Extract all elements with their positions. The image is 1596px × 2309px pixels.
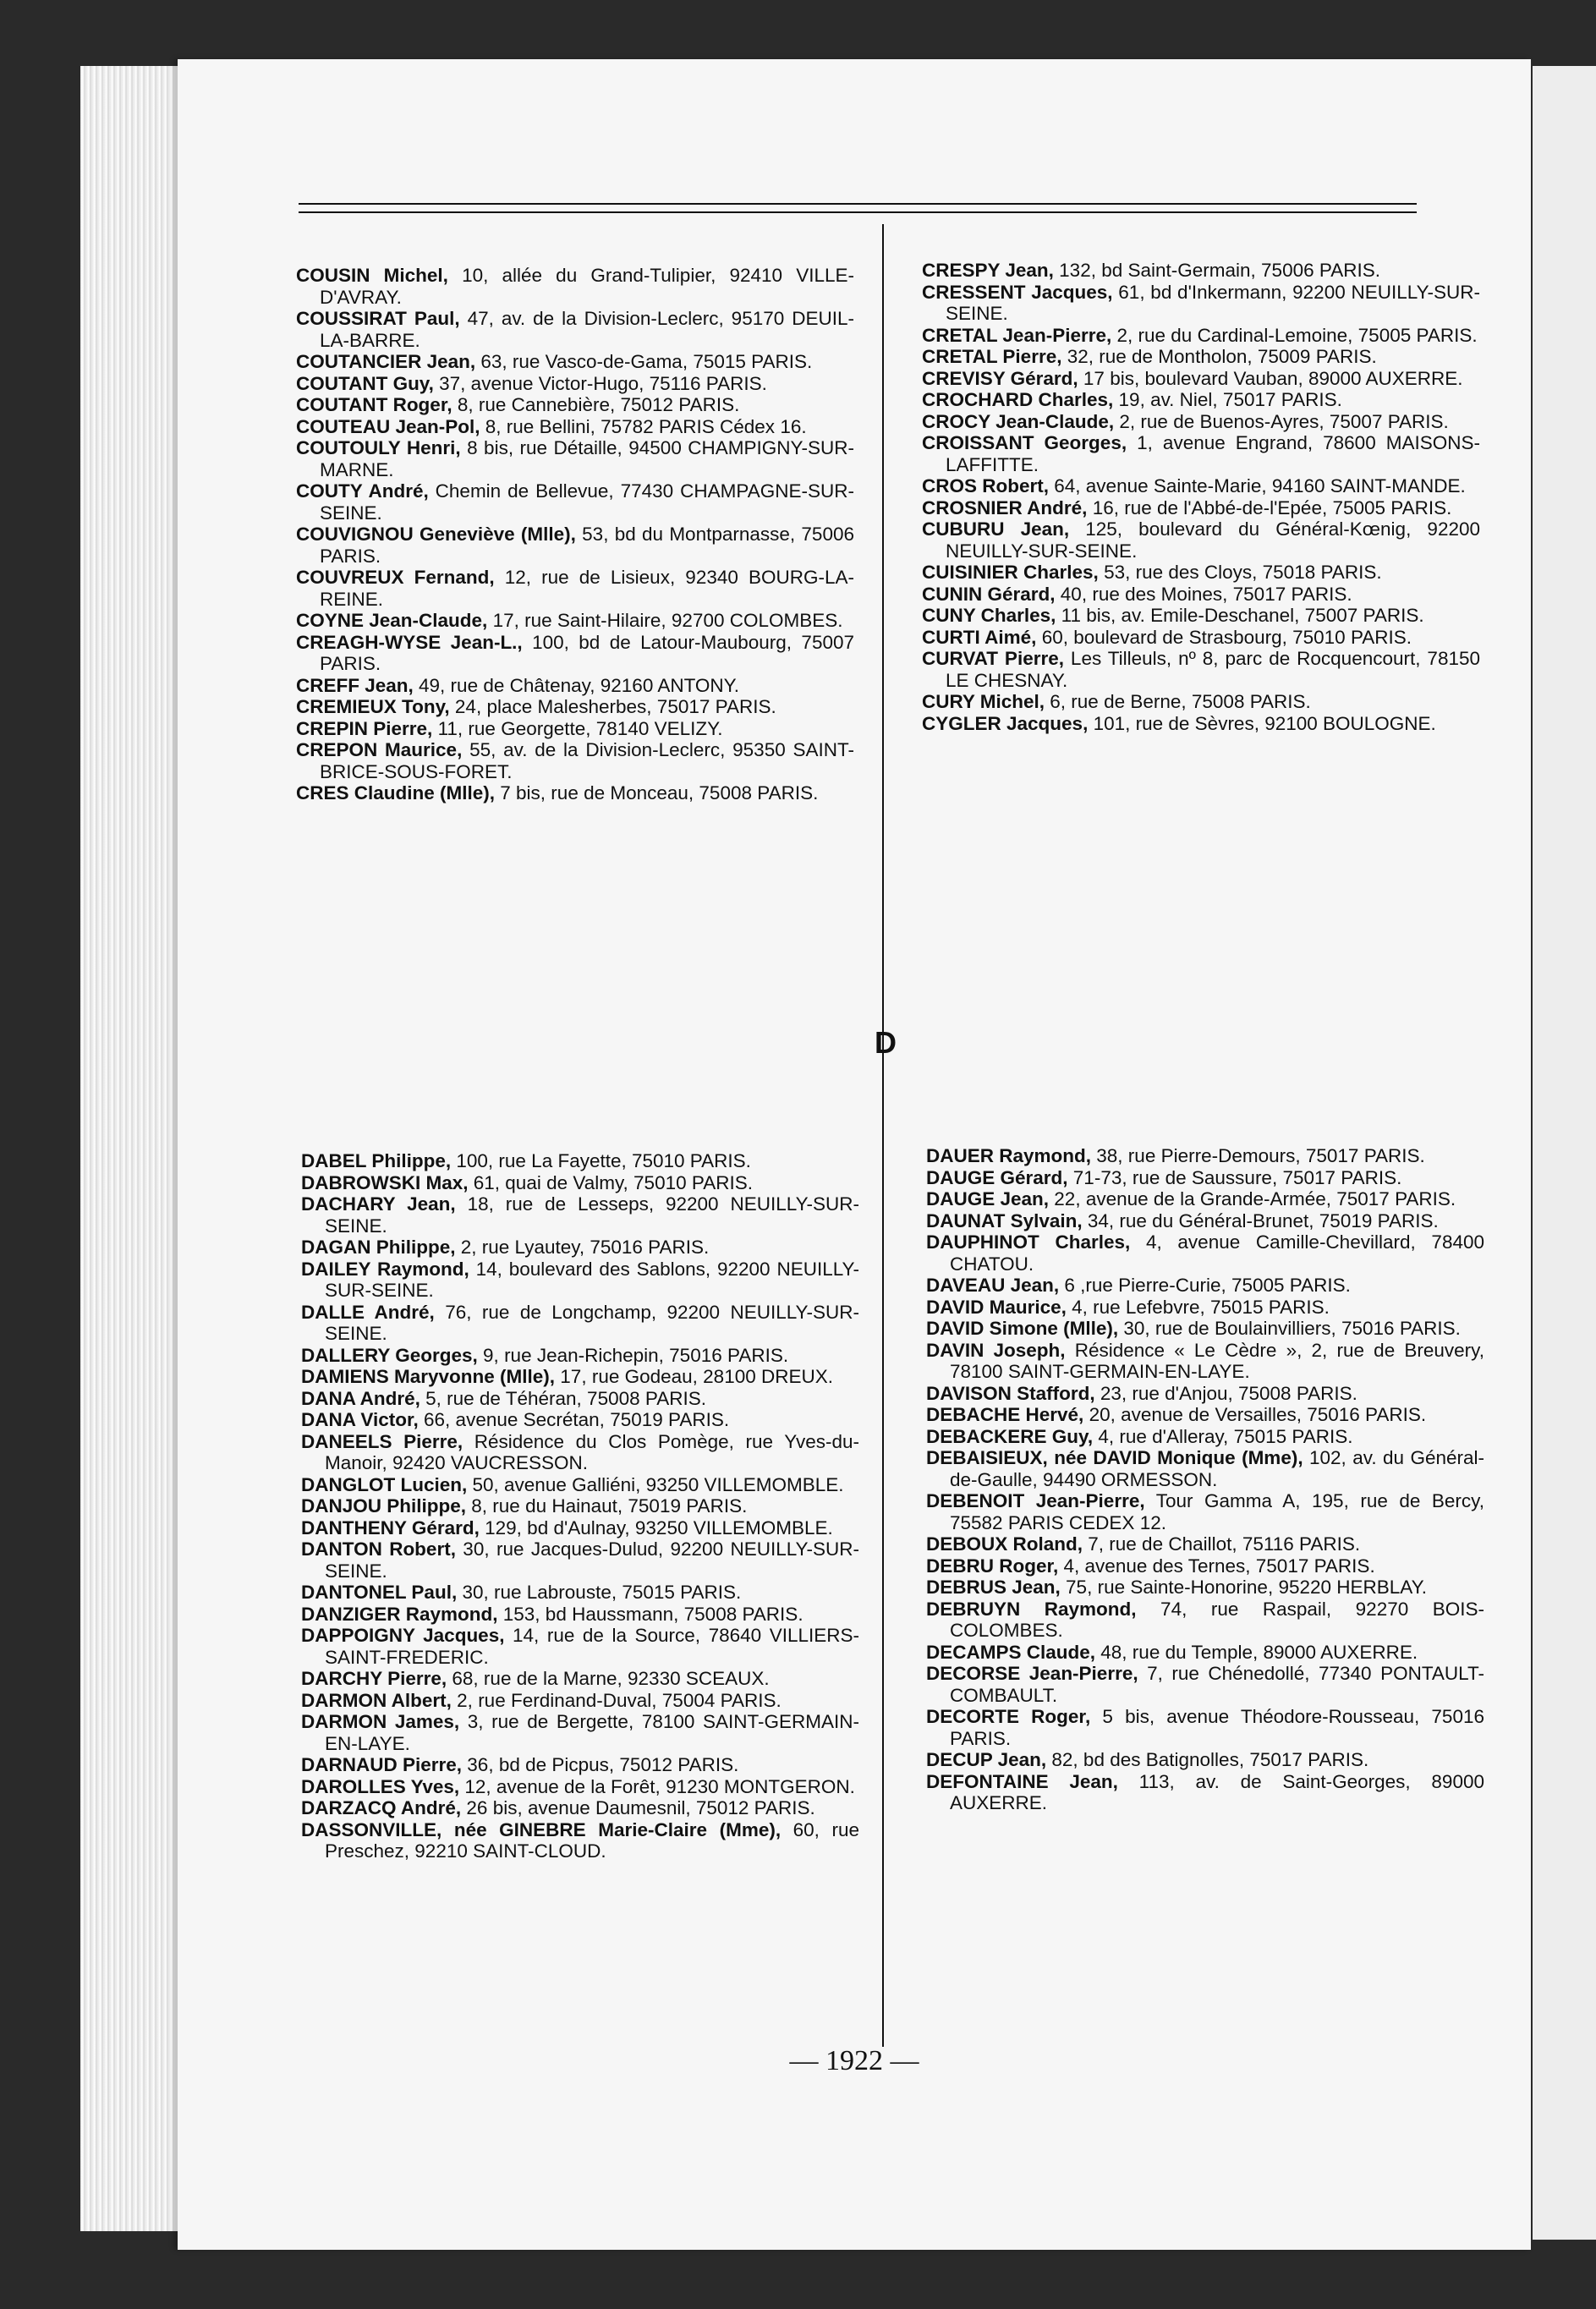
- entry-address: 63, rue Vasco-de-Gama, 75015 PARIS.: [475, 351, 813, 372]
- entry-name: DEFONTAINE Jean,: [926, 1770, 1118, 1792]
- column-left-bottom: [301, 1150, 859, 1862]
- entry-address: 129, bd d'Aulnay, 93250 VILLEMOMBLE.: [479, 1516, 833, 1538]
- entry-name: CRES Claudine (Mlle),: [296, 782, 496, 803]
- entry-name: COUTEAU Jean-Pol,: [296, 415, 480, 437]
- entry-address: Tour Gamma A, 195, rue de Bercy, 75582 PARIS CEDEX 12.: [950, 1490, 1484, 1533]
- entry-address: 11 bis, av. Emile-Deschanel, 75007 PARIS.: [1056, 605, 1424, 626]
- entry-name: CREAGH-WYSE Jean-L.,: [296, 631, 523, 653]
- entry-address: 17, rue Saint-Hilaire, 92700 COLOMBES.: [487, 610, 843, 631]
- entry-address: 47, av. de la Division-Leclerc, 95170 DEUIL-LA-BARRE.: [320, 308, 854, 351]
- entry-address: 2, rue du Cardinal-Lemoine, 75005 PARIS.: [1111, 324, 1478, 346]
- entry-name: CUNY Charles,: [922, 605, 1056, 626]
- entry-address: 7, rue Chénedollé, 77340 PONTAULT-COMBAULT.: [950, 1663, 1484, 1706]
- directory-entry: [926, 1771, 1484, 1814]
- entry-address: 53, rue des Cloys, 75018 PARIS.: [1098, 562, 1382, 583]
- directory-entry: [922, 518, 1480, 562]
- directory-entry: [296, 675, 854, 697]
- entry-address: 11, rue Georgette, 78140 VELIZY.: [432, 717, 723, 739]
- entry-name: DASSONVILLE, née GINEBRE Marie-Claire (Mme),: [301, 1818, 782, 1840]
- directory-entry: [296, 632, 854, 675]
- entry-name: CURVAT Pierre,: [922, 648, 1064, 669]
- entry-name: CRESPY Jean,: [922, 260, 1054, 281]
- directory-entry: [296, 265, 854, 308]
- entry-name: DABROWSKI Max,: [301, 1171, 469, 1193]
- directory-entry: [301, 1517, 859, 1539]
- entry-address: 2, rue Ferdinand-Duval, 75004 PARIS.: [451, 1689, 782, 1711]
- entry-address: 5, rue de Téhéran, 75008 PARIS.: [420, 1387, 706, 1409]
- entry-address: 125, boulevard du Général-Kœnig, 92200 NEUILLY-SUR-SEINE.: [946, 518, 1481, 562]
- directory-entry: [926, 1340, 1484, 1383]
- directory-page: [178, 59, 1531, 2250]
- directory-entry: [926, 1426, 1484, 1448]
- entry-name: CREMIEUX Tony,: [296, 696, 450, 717]
- entry-name: DEBOUX Roland,: [926, 1533, 1083, 1555]
- entry-address: 34, rue du Général-Brunet, 75019 PARIS.: [1082, 1209, 1439, 1231]
- entry-address: 6, rue de Berne, 75008 PARIS.: [1045, 691, 1311, 712]
- entry-address: 1, avenue Engrand, 78600 MAISONS-LAFFITTE.: [946, 432, 1481, 475]
- directory-entry: [926, 1706, 1484, 1749]
- directory-entry: [926, 1749, 1484, 1771]
- entry-name: CURTI Aimé,: [922, 626, 1037, 648]
- entry-address: 76, rue de Longchamp, 92200 NEUILLY-SUR-SEINE.: [325, 1301, 859, 1344]
- entry-name: DARMON Albert,: [301, 1689, 452, 1711]
- entry-name: DACHARY Jean,: [301, 1193, 456, 1215]
- entry-name: COUSIN Michel,: [296, 265, 448, 286]
- entry-name: DEBRUYN Raymond,: [926, 1598, 1137, 1620]
- entry-name: DARNAUD Pierre,: [301, 1754, 463, 1775]
- entry-name: CREVISY Gérard,: [922, 367, 1078, 389]
- entry-name: CROISSANT Georges,: [922, 432, 1127, 453]
- directory-entry: [296, 739, 854, 782]
- directory-entry: [926, 1555, 1484, 1577]
- entry-address: 75, rue Sainte-Honorine, 95220 HERBLAY.: [1060, 1577, 1427, 1598]
- entry-address: 32, rue de Montholon, 75009 PARIS.: [1061, 346, 1377, 367]
- entry-name: DEBACHE Hervé,: [926, 1404, 1084, 1425]
- directory-entry: [922, 691, 1480, 713]
- entry-name: CYGLER Jacques,: [922, 712, 1089, 734]
- directory-entry: [301, 1819, 859, 1862]
- entry-address: 49, rue de Châtenay, 92160 ANTONY.: [413, 674, 740, 696]
- entry-address: 2, rue de Buenos-Ayres, 75007 PARIS.: [1114, 410, 1449, 432]
- entry-name: DALLE André,: [301, 1301, 435, 1323]
- entry-address: 6 ,rue Pierre-Curie, 75005 PARIS.: [1059, 1275, 1351, 1296]
- entry-name: DANZIGER Raymond,: [301, 1603, 498, 1625]
- entry-address: 9, rue Jean-Richepin, 75016 PARIS.: [477, 1344, 789, 1366]
- entry-address: 14, rue de la Source, 78640 VILLIERS-SAINT-FREDERIC.: [325, 1625, 859, 1668]
- entry-name: CROCHARD Charles,: [922, 389, 1114, 410]
- entry-address: 10, allée du Grand-Tulipier, 92410 VILLE-D'AVRAY.: [320, 265, 854, 308]
- entry-name: CRESSENT Jacques,: [922, 281, 1113, 303]
- entry-address: 37, avenue Victor-Hugo, 75116 PARIS.: [433, 372, 767, 394]
- entry-address: 82, bd des Batignolles, 75017 PARIS.: [1046, 1749, 1369, 1770]
- directory-entry: [301, 1172, 859, 1194]
- directory-entry: [922, 389, 1480, 411]
- directory-entry: [301, 1604, 859, 1626]
- entry-address: 40, rue des Moines, 75017 PARIS.: [1055, 583, 1352, 605]
- directory-entry: [926, 1145, 1484, 1167]
- directory-entry: [922, 627, 1480, 649]
- directory-entry: [301, 1711, 859, 1754]
- directory-entry: [926, 1663, 1484, 1706]
- entry-name: CROS Robert,: [922, 475, 1050, 496]
- directory-entry: [296, 610, 854, 632]
- directory-entry: [301, 1193, 859, 1237]
- directory-entry: [301, 1388, 859, 1410]
- entry-address: Chemin de Bellevue, 77430 CHAMPAGNE-SUR-SEINE.: [320, 480, 854, 524]
- entry-name: DAVISON Stafford,: [926, 1382, 1095, 1404]
- entry-name: DAVID Simone (Mlle),: [926, 1318, 1119, 1339]
- entry-name: DAGAN Philippe,: [301, 1237, 456, 1258]
- entry-name: DEBRUS Jean,: [926, 1577, 1061, 1598]
- header-rule: [299, 203, 1417, 205]
- entry-address: 113, av. de Saint-Georges, 89000 AUXERRE.: [950, 1770, 1484, 1813]
- entry-address: 5 bis, avenue Théodore-Rousseau, 75016 PARIS.: [950, 1706, 1484, 1749]
- directory-entry: [296, 394, 854, 416]
- entry-address: 8, rue du Hainaut, 75019 PARIS.: [466, 1495, 748, 1516]
- directory-entry: [926, 1533, 1484, 1555]
- entry-name: COUSSIRAT Paul,: [296, 308, 460, 329]
- entry-address: 71-73, rue de Saussure, 75017 PARIS.: [1067, 1166, 1402, 1188]
- entry-address: 153, bd Haussmann, 75008 PARIS.: [497, 1603, 803, 1625]
- directory-entry: [926, 1642, 1484, 1664]
- entry-address: 53, bd du Montparnasse, 75006 PARIS.: [320, 524, 854, 567]
- entry-name: DANA Victor,: [301, 1409, 419, 1430]
- directory-entry: [926, 1447, 1484, 1490]
- directory-entry: [926, 1577, 1484, 1599]
- entry-address: 22, avenue de la Grande-Armée, 75017 PARIS.: [1049, 1188, 1456, 1209]
- directory-entry: [926, 1318, 1484, 1340]
- entry-address: 3, rue de Bergette, 78100 SAINT-GERMAIN-EN-LAYE.: [325, 1711, 859, 1754]
- entry-address: 7, rue de Chaillot, 75116 PARIS.: [1083, 1533, 1361, 1555]
- entry-address: 74, rue Raspail, 92270 BOIS-COLOMBES.: [950, 1598, 1485, 1641]
- entry-address: 30, rue Labrouste, 75015 PARIS.: [457, 1582, 742, 1603]
- entry-address: 17, rue Godeau, 28100 DREUX.: [555, 1366, 833, 1387]
- entry-address: 64, avenue Sainte-Marie, 94160 SAINT-MANDE.: [1049, 475, 1466, 496]
- entry-name: DANTHENY Gérard,: [301, 1516, 480, 1538]
- entry-address: 17 bis, boulevard Vauban, 89000 AUXERRE.: [1078, 367, 1463, 389]
- entry-name: DAUPHINOT Charles,: [926, 1231, 1131, 1253]
- directory-entry: [301, 1150, 859, 1172]
- entry-name: CREPON Maurice,: [296, 739, 463, 760]
- directory-entry: [922, 260, 1480, 282]
- entry-address: 30, rue de Boulainvilliers, 75016 PARIS.: [1118, 1318, 1461, 1339]
- directory-entry: [301, 1474, 859, 1496]
- directory-entry: [301, 1668, 859, 1690]
- entry-address: 20, avenue de Versailles, 75016 PARIS.: [1083, 1404, 1427, 1425]
- entry-address: 50, avenue Galliéni, 93250 VILLEMOMBLE.: [467, 1473, 844, 1495]
- entry-name: DARZACQ André,: [301, 1797, 462, 1818]
- entry-name: DAUGE Gérard,: [926, 1166, 1068, 1188]
- directory-entry: [926, 1210, 1484, 1232]
- entry-name: DAILEY Raymond,: [301, 1258, 469, 1280]
- directory-entry: [296, 416, 854, 438]
- column-left-top: [296, 265, 854, 804]
- directory-entry: [296, 480, 854, 524]
- entry-name: CROCY Jean-Claude,: [922, 410, 1115, 432]
- entry-address: 2, rue Lyautey, 75016 PARIS.: [455, 1237, 710, 1258]
- entry-name: DANJOU Philippe,: [301, 1495, 467, 1516]
- entry-address: 55, av. de la Division-Leclerc, 95350 SAINT-BRICE-SOUS-FORET.: [320, 739, 854, 782]
- entry-name: CRETAL Jean-Pierre,: [922, 324, 1112, 346]
- directory-entry: [922, 648, 1480, 691]
- entry-name: DEBAISIEUX, née DAVID Monique (Mme),: [926, 1447, 1303, 1468]
- directory-entry: [926, 1275, 1484, 1297]
- directory-entry: [922, 713, 1480, 735]
- directory-entry: [926, 1404, 1484, 1426]
- entry-name: DANEELS Pierre,: [301, 1430, 463, 1452]
- entry-name: COUTY André,: [296, 480, 429, 502]
- entry-name: DECAMPS Claude,: [926, 1641, 1096, 1663]
- entry-address: 61, bd d'Inkermann, 92200 NEUILLY-SUR-SEINE.: [946, 281, 1480, 324]
- directory-entry: [296, 567, 854, 610]
- entry-name: DECUP Jean,: [926, 1749, 1047, 1770]
- entry-name: DEBRU Roger,: [926, 1555, 1059, 1577]
- entry-name: DALLERY Georges,: [301, 1344, 478, 1366]
- entry-address: 12, rue de Lisieux, 92340 BOURG-LA-REINE.: [320, 567, 854, 610]
- entry-address: 8, rue Bellini, 75782 PARIS Cédex 16.: [480, 415, 807, 437]
- entry-name: CUISINIER Charles,: [922, 562, 1099, 583]
- directory-entry: [922, 368, 1480, 390]
- entry-address: 7 bis, rue de Monceau, 75008 PARIS.: [495, 782, 819, 803]
- entry-name: COUTANT Roger,: [296, 394, 452, 415]
- entry-name: COUVREUX Fernand,: [296, 567, 495, 588]
- entry-address: 4, avenue Camille-Chevillard, 78400 CHATOU.: [950, 1231, 1484, 1275]
- entry-address: Les Tilleuls, nº 8, parc de Rocquencourt, 78150 LE CHESNAY.: [946, 648, 1480, 691]
- entry-address: 8 bis, rue Détaille, 94500 CHAMPIGNY-SUR-MARNE.: [320, 437, 854, 480]
- page-number: — 1922 —: [789, 2045, 919, 2076]
- entry-name: COUTANCIER Jean,: [296, 351, 476, 372]
- entry-name: DAPPOIGNY Jacques,: [301, 1625, 505, 1646]
- entry-name: DAROLLES Yves,: [301, 1775, 460, 1797]
- entry-name: COUTANT Guy,: [296, 372, 434, 394]
- entry-address: 68, rue de la Marne, 92330 SCEAUX.: [447, 1668, 770, 1689]
- directory-entry: [926, 1599, 1484, 1642]
- entry-address: 60, rue Preschez, 92210 SAINT-CLOUD.: [325, 1818, 859, 1862]
- directory-entry: [926, 1188, 1484, 1210]
- entry-address: 4, rue Lefebvre, 75015 PARIS.: [1066, 1296, 1330, 1318]
- directory-entry: [926, 1231, 1484, 1275]
- entry-name: DARCHY Pierre,: [301, 1668, 447, 1689]
- entry-name: DANTON Robert,: [301, 1538, 456, 1560]
- entry-name: DANGLOT Lucien,: [301, 1473, 468, 1495]
- directory-entry: [301, 1409, 859, 1431]
- entry-name: COUVIGNOU Geneviève (Mlle),: [296, 524, 576, 545]
- entry-address: 8, rue Cannebière, 75012 PARIS.: [452, 394, 740, 415]
- entry-address: 48, rue du Temple, 89000 AUXERRE.: [1095, 1641, 1418, 1663]
- entry-address: Résidence « Le Cèdre », 2, rue de Breuvery, 78100 SAINT-GERMAIN-EN-LAYE.: [950, 1339, 1485, 1382]
- entry-address: 132, bd Saint-Germain, 75006 PARIS.: [1053, 260, 1380, 281]
- entry-name: CRETAL Pierre,: [922, 346, 1062, 367]
- directory-entry: [301, 1538, 859, 1582]
- entry-address: 102, av. du Général-de-Gaulle, 94490 ORMESSON.: [950, 1447, 1484, 1490]
- directory-entry: [301, 1754, 859, 1776]
- directory-entry: [301, 1625, 859, 1668]
- entry-address: 100, rue La Fayette, 75010 PARIS.: [451, 1150, 751, 1171]
- entry-name: COUTOULY Henri,: [296, 437, 461, 458]
- entry-name: DANA André,: [301, 1387, 420, 1409]
- directory-entry: [301, 1582, 859, 1604]
- entry-name: COYNE Jean-Claude,: [296, 610, 488, 631]
- directory-entry: [301, 1495, 859, 1517]
- directory-entry: [922, 497, 1480, 519]
- directory-entry: [301, 1797, 859, 1819]
- entry-address: 61, quai de Valmy, 75010 PARIS.: [468, 1171, 753, 1193]
- directory-entry: [301, 1237, 859, 1259]
- facing-page-edge: [1533, 66, 1596, 2240]
- entry-name: DARMON James,: [301, 1711, 460, 1732]
- directory-entry: [301, 1366, 859, 1388]
- entry-address: Résidence du Clos Pomège, rue Yves-du-Manoir, 92420 VAUCRESSON.: [325, 1430, 859, 1473]
- directory-entry: [926, 1383, 1484, 1405]
- entry-address: 14, boulevard des Sablons, 92200 NEUILLY-SUR-SEINE.: [325, 1258, 859, 1301]
- directory-entry: [922, 282, 1480, 325]
- entry-address: 100, bd de Latour-Maubourg, 75007 PARIS.: [320, 631, 854, 674]
- entry-address: 4, rue d'Alleray, 75015 PARIS.: [1093, 1425, 1353, 1447]
- directory-entry: [296, 437, 854, 480]
- directory-entry: [926, 1490, 1484, 1533]
- page-edge-stack: [80, 66, 190, 2231]
- entry-name: DANTONEL Paul,: [301, 1582, 458, 1603]
- directory-entry: [296, 782, 854, 804]
- entry-address: 26 bis, avenue Daumesnil, 75012 PARIS.: [461, 1797, 815, 1818]
- directory-entry: [922, 346, 1480, 368]
- directory-entry: [922, 411, 1480, 433]
- entry-name: DABEL Philippe,: [301, 1150, 452, 1171]
- entry-name: DAVEAU Jean,: [926, 1275, 1060, 1296]
- header-rule: [299, 211, 1417, 213]
- directory-entry: [922, 562, 1480, 584]
- entry-name: DAMIENS Maryvonne (Mlle),: [301, 1366, 556, 1387]
- entry-address: 16, rue de l'Abbé-de-l'Epée, 75005 PARIS.: [1087, 496, 1452, 518]
- directory-entry: [301, 1345, 859, 1367]
- directory-entry: [301, 1302, 859, 1345]
- entry-address: 60, boulevard de Strasbourg, 75010 PARIS.: [1036, 626, 1412, 648]
- directory-entry: [922, 584, 1480, 606]
- entry-name: CUNIN Gérard,: [922, 583, 1056, 605]
- directory-entry: [296, 373, 854, 395]
- column-divider: [882, 224, 884, 2047]
- entry-name: DECORSE Jean-Pierre,: [926, 1663, 1138, 1684]
- entry-address: 66, avenue Secrétan, 75019 PARIS.: [418, 1409, 730, 1430]
- entry-name: DAUER Raymond,: [926, 1145, 1092, 1166]
- entry-address: 18, rue de Lesseps, 92200 NEUILLY-SUR-SEINE.: [325, 1193, 860, 1237]
- directory-entry: [301, 1776, 859, 1798]
- directory-entry: [296, 718, 854, 740]
- entry-address: 4, avenue des Ternes, 75017 PARIS.: [1058, 1555, 1375, 1577]
- entry-address: 12, avenue de la Forêt, 91230 MONTGERON.: [459, 1775, 855, 1797]
- directory-entry: [922, 605, 1480, 627]
- directory-entry: [296, 308, 854, 351]
- entry-name: DAUGE Jean,: [926, 1188, 1050, 1209]
- directory-entry: [926, 1167, 1484, 1189]
- entry-address: 23, rue d'Anjou, 75008 PARIS.: [1094, 1382, 1357, 1404]
- entry-name: CURY Michel,: [922, 691, 1045, 712]
- column-right-bottom: [926, 1145, 1484, 1814]
- entry-name: CROSNIER André,: [922, 496, 1088, 518]
- entry-address: 38, rue Pierre-Demours, 75017 PARIS.: [1091, 1145, 1425, 1166]
- entry-name: CREPIN Pierre,: [296, 717, 433, 739]
- entry-address: 30, rue Jacques-Dulud, 92200 NEUILLY-SUR-SEINE.: [325, 1538, 859, 1582]
- column-right-top: [922, 260, 1480, 734]
- entry-name: DAVIN Joseph,: [926, 1339, 1066, 1361]
- directory-entry: [301, 1431, 859, 1474]
- directory-entry: [296, 524, 854, 567]
- directory-entry: [922, 325, 1480, 347]
- directory-entry: [301, 1690, 859, 1712]
- entry-name: DAVID Maurice,: [926, 1296, 1067, 1318]
- entry-address: 24, place Malesherbes, 75017 PARIS.: [449, 696, 776, 717]
- directory-entry: [296, 351, 854, 373]
- directory-entry: [922, 475, 1480, 497]
- entry-name: CREFF Jean,: [296, 674, 414, 696]
- entry-name: DEBENOIT Jean-Pierre,: [926, 1490, 1145, 1511]
- directory-entry: [296, 696, 854, 718]
- entry-address: 36, bd de Picpus, 75012 PARIS.: [462, 1754, 739, 1775]
- entry-name: DAUNAT Sylvain,: [926, 1209, 1083, 1231]
- directory-entry: [301, 1259, 859, 1302]
- section-letter: D: [875, 1025, 897, 1060]
- entry-address: 19, av. Niel, 75017 PARIS.: [1113, 389, 1342, 410]
- entry-address: 101, rue de Sèvres, 92100 BOULOGNE.: [1088, 712, 1436, 734]
- entry-name: DEBACKERE Guy,: [926, 1425, 1094, 1447]
- directory-entry: [926, 1297, 1484, 1319]
- entry-name: DECORTE Roger,: [926, 1706, 1091, 1727]
- directory-entry: [922, 432, 1480, 475]
- entry-name: CUBURU Jean,: [922, 518, 1070, 540]
